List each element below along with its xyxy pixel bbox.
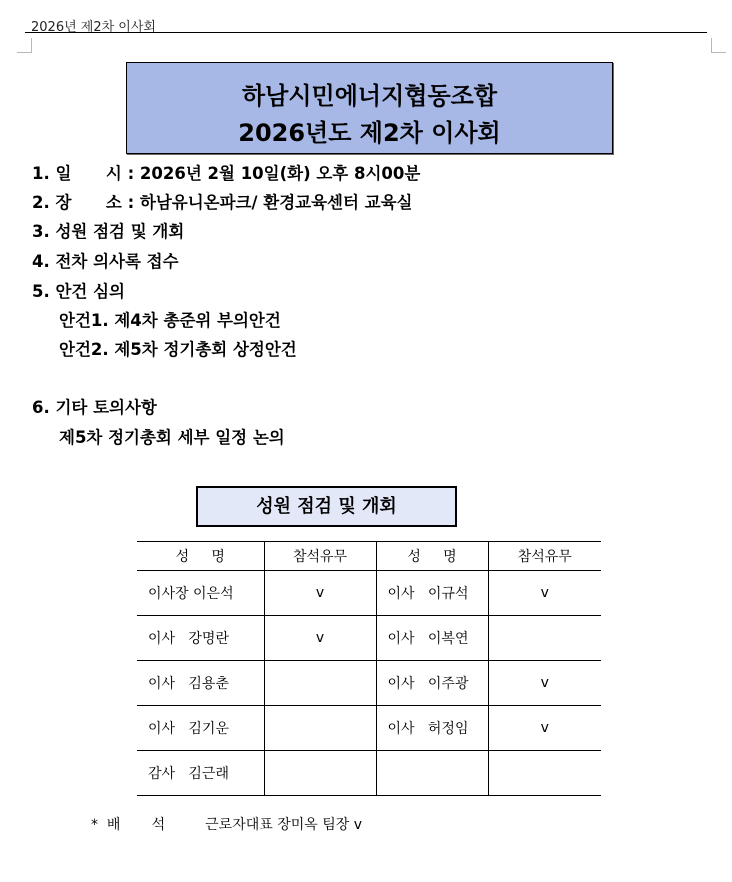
attendance-mark: v bbox=[264, 571, 376, 616]
attendance-table bbox=[137, 541, 601, 796]
agenda-item-quorum: 3. 성원 점검 및 개회 bbox=[32, 222, 185, 241]
attendance-mark bbox=[488, 751, 601, 796]
agenda-subitem: 제5차 정기총회 세부 일정 논의 bbox=[59, 428, 285, 447]
agenda-item-datetime: 1. 일 시 : 2026년 2월 10일(화) 오후 8시00분 bbox=[32, 164, 421, 183]
agenda-item-minutes: 4. 전차 의사록 접수 bbox=[32, 252, 179, 271]
member-name: 감사 김근래 bbox=[137, 751, 264, 796]
title-organization: 하남시민에너지협동조합 bbox=[241, 82, 498, 110]
member-name: 이사 강명란 bbox=[137, 616, 264, 661]
member-name: 이사 이규석 bbox=[376, 571, 488, 616]
attendance-mark bbox=[264, 661, 376, 706]
agenda-item-other: 6. 기타 토의사항 bbox=[32, 398, 157, 417]
attendance-mark: v bbox=[264, 616, 376, 661]
header-cell-name: 성 명 bbox=[137, 542, 264, 571]
attendee-footnote: * 배 석 근로자대표 장미옥 팀장 v bbox=[91, 817, 363, 833]
table-row bbox=[137, 616, 601, 661]
header-cell-name: 성 명 bbox=[376, 542, 488, 571]
table-header-row bbox=[137, 542, 601, 571]
member-name bbox=[376, 751, 488, 796]
member-name: 이사 허정임 bbox=[376, 706, 488, 751]
header-cell-attendance: 참석유무 bbox=[488, 542, 601, 571]
attendance-mark: v bbox=[488, 571, 601, 616]
member-name: 이사 김기운 bbox=[137, 706, 264, 751]
attendance-mark: v bbox=[488, 661, 601, 706]
margin-corner-mark bbox=[711, 38, 726, 53]
member-name: 이사 이복연 bbox=[376, 616, 488, 661]
header-rule bbox=[25, 32, 707, 33]
agenda-item-deliberation: 5. 안건 심의 bbox=[32, 282, 125, 301]
member-name: 이사장 이은석 bbox=[137, 571, 264, 616]
agenda-subitem: 안건2. 제5차 정기총회 상정안건 bbox=[59, 340, 297, 359]
agenda-item-place: 2. 장 소 : 하남유니온파크/ 환경교육센터 교육실 bbox=[32, 193, 413, 212]
attendance-mark bbox=[264, 706, 376, 751]
margin-corner-mark bbox=[17, 38, 32, 53]
member-name: 이사 김용춘 bbox=[137, 661, 264, 706]
title-box bbox=[126, 62, 613, 154]
table-row bbox=[137, 751, 601, 796]
running-header: 2026년 제2차 이사회 bbox=[31, 20, 156, 35]
table-row bbox=[137, 661, 601, 706]
table-row bbox=[137, 571, 601, 616]
table-row bbox=[137, 706, 601, 751]
attendance-mark bbox=[488, 616, 601, 661]
member-name: 이사 이주광 bbox=[376, 661, 488, 706]
agenda-subitem: 안건1. 제4차 총준위 부의안건 bbox=[59, 311, 281, 330]
attendance-mark bbox=[264, 751, 376, 796]
attendance-mark: v bbox=[488, 706, 601, 751]
header-cell-attendance: 참석유무 bbox=[264, 542, 376, 571]
title-meeting: 2026년도 제2차 이사회 bbox=[238, 119, 501, 147]
section-title-quorum: 성원 점검 및 개회 bbox=[196, 486, 457, 527]
